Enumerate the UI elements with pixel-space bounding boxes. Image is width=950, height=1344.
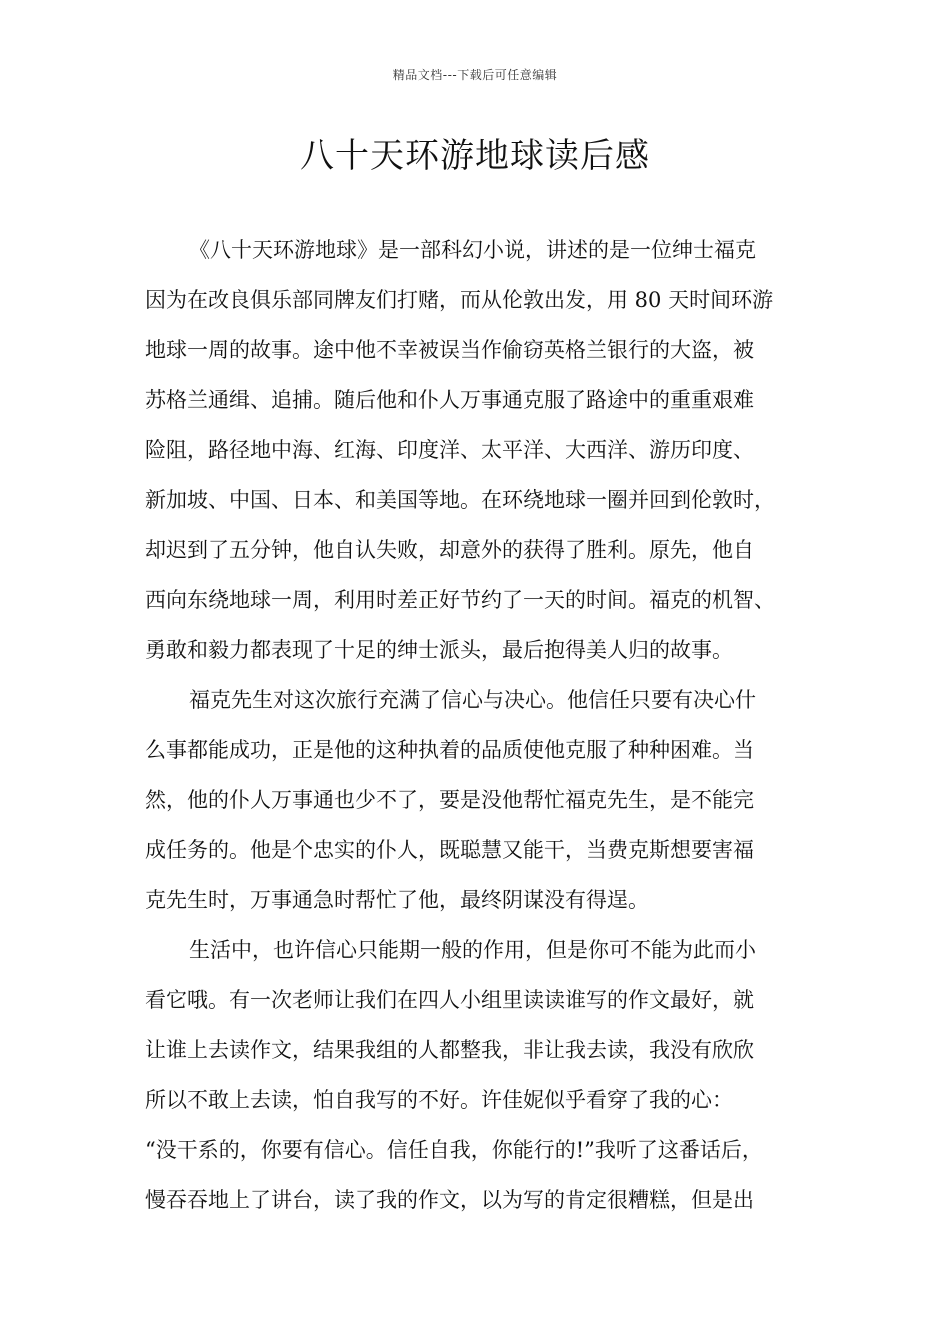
text-line: 《八十天环游地球》是一部科幻小说，讲述的是一位绅士福克 bbox=[189, 238, 756, 262]
text-line: 因为在改良俱乐部同牌友们打赌，而从伦敦出发，用 80 天时间环游 bbox=[145, 288, 774, 312]
text-line: 让谁上去读作文，结果我组的人都整我，非让我去读，我没有欣欣 bbox=[145, 1038, 754, 1062]
text-line: 生活中，也许信心只能期一般的作用，但是你可不能为此而小 bbox=[189, 938, 756, 962]
text-line: 么事都能成功，正是他的这种执着的品质使他克服了种种困难。当 bbox=[145, 738, 754, 762]
text-line: 慢吞吞地上了讲台，读了我的作文，以为写的肯定很糟糕，但是出 bbox=[145, 1188, 754, 1212]
text-line: “没干系的，你要有信心。信任自我，你能行的!”我听了这番话后， bbox=[145, 1138, 763, 1162]
text-line: 成任务的。他是个忠实的仆人，既聪慧又能干，当费克斯想要害福 bbox=[145, 838, 754, 862]
text-line: 险阻，路径地中海、红海、印度洋、太平洋、大西洋、游历印度、 bbox=[145, 438, 754, 462]
document-title: 八十天环游地球读后感 bbox=[300, 136, 650, 176]
body-text bbox=[145, 232, 835, 1232]
text-line: 勇敢和毅力都表现了十足的绅士派头，最后抱得美人归的故事。 bbox=[145, 638, 733, 662]
text-line: 却迟到了五分钟，他自认失败，却意外的获得了胜利。原先，他自 bbox=[145, 538, 754, 562]
text-line: 新加坡、中国、日本、和美国等地。在环绕地球一圈并回到伦敦时， bbox=[145, 488, 775, 512]
text-line: 所以不敢上去读，怕自我写的不好。许佳妮似乎看穿了我的心： bbox=[145, 1088, 733, 1112]
text-line: 西向东绕地球一周，利用时差正好节约了一天的时间。福克的机智、 bbox=[145, 588, 775, 612]
header-note: 精品文档---下载后可任意编辑 bbox=[392, 68, 558, 82]
text-line: 苏格兰通缉、追捕。随后他和仆人万事通克服了路途中的重重艰难 bbox=[145, 388, 754, 412]
text-line: 福克先生对这次旅行充满了信心与决心。他信任只要有决心什 bbox=[189, 688, 756, 712]
text-line: 地球一周的故事。途中他不幸被误当作偷窃英格兰银行的大盗，被 bbox=[145, 338, 754, 362]
text-line: 看它哦。有一次老师让我们在四人小组里读读谁写的作文最好，就 bbox=[145, 988, 754, 1012]
text-line: 克先生时，万事通急时帮忙了他，最终阴谋没有得逞。 bbox=[145, 888, 649, 912]
text-line: 然，他的仆人万事通也少不了，要是没他帮忙福克先生，是不能完 bbox=[145, 788, 754, 812]
